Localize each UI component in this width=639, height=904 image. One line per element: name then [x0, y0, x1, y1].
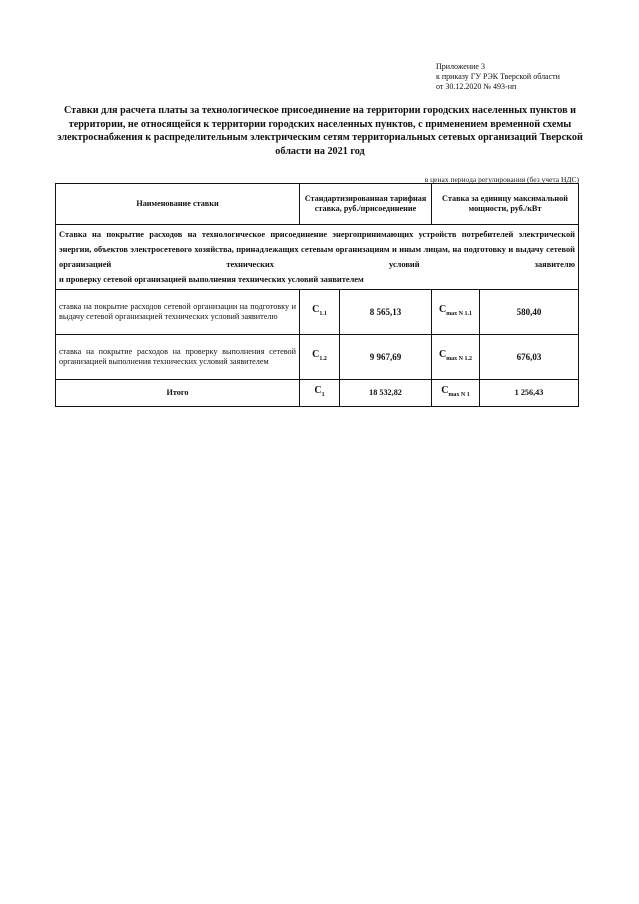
- row-description: ставка на покрытие расходов на проверку выполнения сетевой организацией выполнения технических условий заявителем: [56, 335, 300, 380]
- section-row: [56, 225, 579, 290]
- section-text-last: и проверку сетевой организацией выполнения технических условий заявителем: [59, 275, 364, 284]
- row-code-max: $C_{max N 1.2}$: [432, 335, 480, 380]
- rates-table: [55, 183, 579, 407]
- section-text: Ставка на покрытие расходов на технологическое присоединение энергопринимающих устройств потребителей электрической энергии, объектов электросетевого хозяйства, принадлежащих сетевым организациям и иным лицам, на подготовку и выдачу сетевой организацией технических условий заявителю: [59, 230, 575, 269]
- appendix-line-1: Приложение 3: [436, 62, 485, 71]
- total-label: Итого: [56, 380, 300, 407]
- row-description: ставка на покрытие расходов сетевой организации на подготовку и выдачу сетевой организацией технических условий заявителю: [56, 290, 300, 335]
- row-standard-value: 8 565,13: [340, 290, 432, 335]
- row-standard-value: 9 967,69: [340, 335, 432, 380]
- total-code-max: $C_{max N 1}$: [432, 380, 480, 407]
- header-standard-rate: Стандартизированная тарифная ставка, руб./присоединение: [300, 184, 432, 225]
- header-rate-name: Наименование ставки: [56, 184, 300, 225]
- price-note: в ценах периода регулирования (без учета НДС): [424, 175, 579, 184]
- row-per-unit-value: 580,40: [480, 290, 579, 335]
- table-row: [56, 290, 579, 335]
- section-cell: [56, 225, 579, 290]
- total-row: [56, 380, 579, 407]
- row-per-unit-value: 676,03: [480, 335, 579, 380]
- table-row: [56, 335, 579, 380]
- row-code: $C_{1.1}$: [300, 290, 340, 335]
- row-code: $C_{1.2}$: [300, 335, 340, 380]
- total-code: $C_1$: [300, 380, 340, 407]
- appendix-line-2: к приказу ГУ РЭК Тверской области: [436, 72, 560, 81]
- appendix-reference: [436, 62, 560, 92]
- header-per-unit-rate: Ставка за единицу максимальной мощности, руб./кВт: [432, 184, 579, 225]
- appendix-line-3: от 30.12.2020 № 493-нп: [436, 82, 517, 91]
- document-title: Ставки для расчета платы за технологическое присоединение на территории городских населенных пунктов и территории, не относящейся к территории городских населенных пунктов, с применением временной схемы электроснабжения к распределительным электрическим сетям территориальных сетевых организаций Тверской области на 2021 год: [57, 105, 583, 157]
- table-header-row: [56, 184, 579, 225]
- row-code-max: $C_{max N 1.1}$: [432, 290, 480, 335]
- total-per-unit-value: 1 256,43: [480, 380, 579, 407]
- total-standard-value: 18 532,82: [340, 380, 432, 407]
